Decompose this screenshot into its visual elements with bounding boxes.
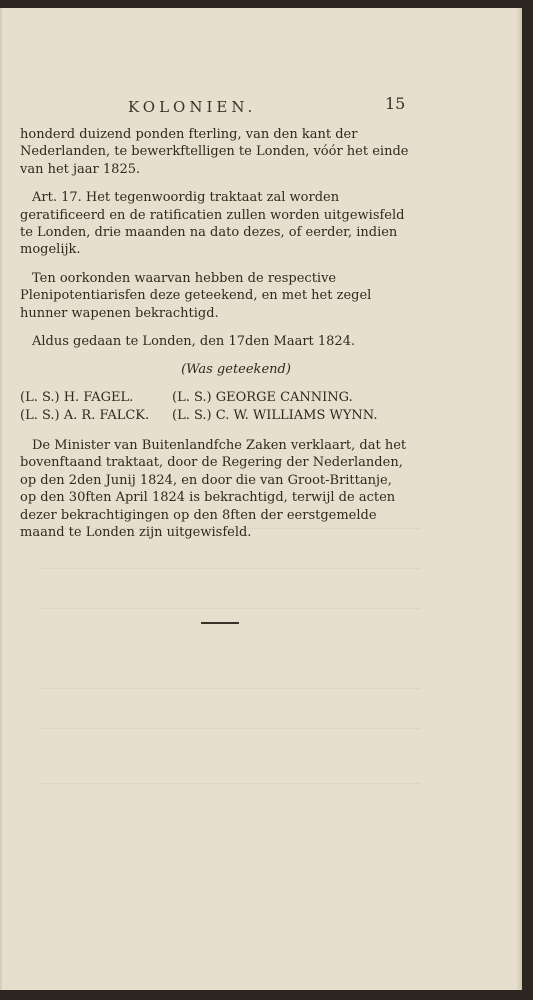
bleed-through-line: [40, 688, 420, 689]
signature-fagel: (L. S.) H. FAGEL.: [20, 389, 134, 405]
book-page: [0, 8, 522, 990]
signature-canning: (L. S.) GEORGE CANNING.: [172, 389, 353, 405]
page-number: 15: [385, 94, 406, 113]
running-header-title: KOLONIEN.: [128, 98, 257, 116]
paragraph-ratification-note: De Minister van Buitenlandfche Zaken verklaart, dat het bovenftaand traktaat, door de Regering der Nederlanden, op den 2den Junij 1824, en door die van Groot-Brittanje, op den 30ften April 1824 is bekrachtigd, terwijl de acten dezer bekrachtigingen op den 8ften der eerstgemelde maand te Londen zijn uitgewisfeld.: [20, 437, 407, 540]
paragraph-continuation: honderd duizend ponden fterling, van den kant der Nederlanden, te bewerkftelligen te Londen, vóór het einde van het jaar 1825.: [20, 127, 409, 177]
bleed-through-line: [40, 783, 420, 784]
bleed-through-line: [40, 568, 420, 569]
bleed-through-line: [40, 528, 420, 529]
paragraph-article-17: Art. 17. Het tegenwoordig traktaat zal worden geratificeerd en de ratificatien zullen worden uitgewisfeld te Londen, drie maanden na dato dezes, of eerder, indien mogelijk.: [20, 190, 405, 258]
page-edge-shadow: [516, 8, 522, 990]
signature-row: [20, 407, 412, 425]
body-text: [20, 126, 412, 552]
section-end-rule: [201, 622, 239, 624]
signed-label: (Was geteekend): [181, 362, 291, 378]
paragraph-attestation: Ten oorkonden waarvan hebben de respective Plenipotentiarisfen deze geteekend, en met het zegel hunner wapenen bekrachtigd.: [20, 270, 372, 321]
signature-wynn: (L. S.) C. W. WILLIAMS WYNN.: [172, 407, 378, 423]
signature-row: [20, 389, 412, 407]
signature-falck: (L. S.) A. R. FALCK.: [20, 407, 150, 423]
bleed-through-line: [40, 608, 420, 609]
paragraph-place-date: Aldus gedaan te Londen, den 17den Maart 1824.: [32, 334, 356, 350]
bleed-through-line: [40, 728, 420, 729]
